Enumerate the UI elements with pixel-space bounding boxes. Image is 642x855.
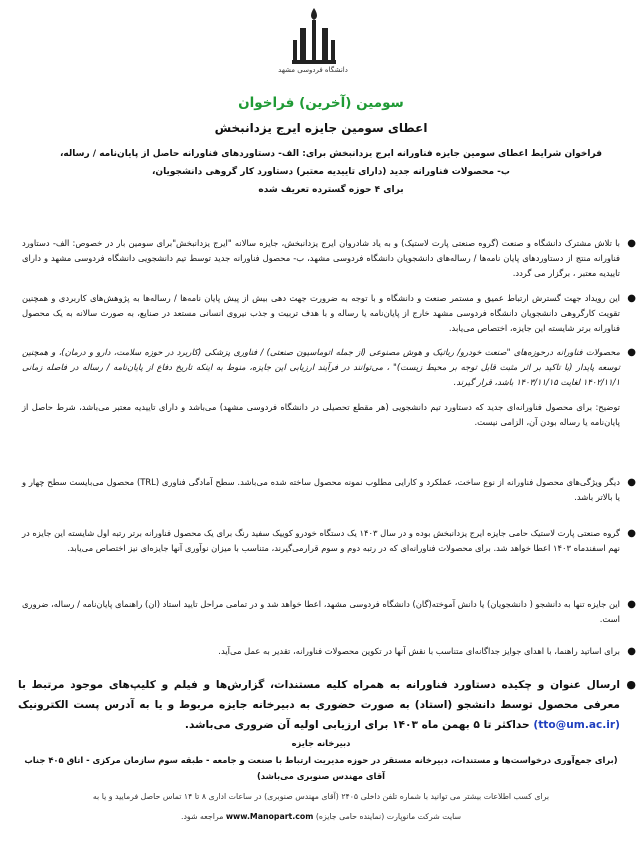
paragraph-bullet-7: ● برای اساتید راهنما، با اهدای جوایز جداگانه‌ای متناسب با نقش آنها در تکوین محصولات فناورانه، تقدیر به عمل می‌آید. xyxy=(22,644,638,659)
logo-caption: دانشگاه فردوسی مشهد xyxy=(278,66,348,74)
page-subtitle: اعطای سومین جایزه ایرج یزدانبخش xyxy=(214,121,428,135)
intro-line-3: برای ۴ حوزه گسترده تعریف شده xyxy=(258,185,404,195)
paragraph-bullet-3: ● محصولات فناورانه درحوزه‌های "صنعت خودرو/ رباتیک و هوش مصنوعی (از جمله اتوماسیون صنعتی) / فناوری پزشکی (کاربرد در حوزه سلامت، دارو و درمان)، و همچنین توسعه پایدار (با تاکید بر اثر مثبت قابل توجه بر محیط زیست)" ، می‌توانند در فرآیند ارزیابی این جایزه، منوط به اینکه تاریخ دفاع از پایان‌نامه / رساله در فاصله زمانی ۱۴۰۲/۱۱/۱ لغایت ۱۴۰۳/۱۱/۱۵ باشد، قرار گیرند. xyxy=(22,345,638,390)
paragraph-note: توضیح: برای محصول فناورانه‌ای جدید که دستاورد تیم دانشجویی (هر مقطع تحصیلی در دانشگاه فردوسی مشهد) می‌باشد و دارای تاییدیه معتبر می‌باشد، شرط حاصل از پایان‌نامه یا رساله بودن آن، الزامی نیست. xyxy=(22,402,620,427)
page-title: سومین (آخرین) فراخوان xyxy=(238,95,404,111)
paragraph-bullet-6: ● این جایزه تنها به دانشجو ( دانشجویان) یا دانش آموخته(گان) دانشگاه فردوسی مشهد، اعطا خواهد شد و در تمامی مراحل تایید استاد (ان) راهنمای پایان‌نامه / رساله، ضروری است. xyxy=(22,597,638,627)
paragraph-bullet-2: ● این رویداد جهت گسترش ارتباط عمیق و مستمر صنعت و دانشگاه و با توجه به ضرورت جهت دهی بیش از پیش پایان نامه‌ها / رساله‌ها به پژوهش‌های کاربردی و همچنین تقویت کارگروهی دانشجویان دانشگاه فردوسی مشهد خارج از پایان‌نامه یا رساله و با هدف تربیت و جذب نیروی انسانی مستعد در صنایع، به صورت سالانه به یک محصول فناورانه برتر شایسته این جایزه، اختصاص می‌یابد. xyxy=(22,291,638,336)
paragraph-bullet-4: ● دیگر ویژگی‌های محصول فناورانه از نوع ساخت، عملکرد و کارایی مطلوب نمونه محصول ساخته شده می‌باشد. سطح آمادگی فناوری (TRL) محصول می‌بایست سطح چهار و یا بالاتر باشد. xyxy=(22,475,638,505)
footer-website-prefix: سایت شرکت مانوپارت (نماینده حامی جایزه) xyxy=(315,812,462,821)
website-link[interactable]: www.Manopart.com xyxy=(225,812,314,821)
footer-website-suffix: مراجعه شود. xyxy=(180,812,224,821)
footer-contact-line: برای کسب اطلاعات بیشتر می توانید با شماره تلفن داخلی ۲۴۰۵ (آقای مهندس صنوبری) در ساعات اداری ۸ تا ۱۴ تماس حاصل فرمایید و یا به xyxy=(92,792,550,801)
secretariat-title: دبیرخانه جایزه xyxy=(291,738,351,748)
paragraph-bullet-5: ● گروه صنعتی پارت لاستیک حامی جایزه ایرج یزدانبخش بوده و در سال ۱۴۰۳ یک دستگاه خودرو کوییک سفید رنگ برای یک محصول فناورانه برتر رتبه اول شایسته این جایزه در نهم اسفندماه ۱۴۰۳ اعطا خواهد شد. برای محصولات فناورانه‌ای که در رتبه دوم و سوم قرارمی‌گیرند، متناسب با میزان نوآوری آنها جایزه‌ای نیز اختصاص می‌یابد. xyxy=(22,526,638,556)
intro-line-2: ب- محصولات فناورانه جدید (دارای تاییدیه معتبر) دستاورد کار گروهی دانشجویان، xyxy=(152,167,510,177)
footer-website-line xyxy=(22,810,620,824)
submission-paragraph xyxy=(18,675,638,735)
submission-text: ارسال عنوان و چکیده دستاورد فناورانه به همراه کلیه مستندات، گزارش‌ها و فیلم و کلیپ‌های موجود مرتبط با معرفی محصول توسط دانشجو (استاد) به صورت حضوری به دبیرخانه جایزه مربوط و یا به آدرس پست الکترونیک xyxy=(18,679,620,711)
secretariat-address: (برای جمع‌آوری درخواست‌ها و مستندات، دبیرخانه مستقر در حوزه مدیریت ارتباط با صنعت و جامعه - طبقه سوم سازمان مرکزی - اتاق ۴۰۵ جناب آقای مهندس صنوبری می‌باشد) xyxy=(24,755,618,781)
paragraph-bullet-1: ● با تلاش مشترک دانشگاه و صنعت (گروه صنعتی پارت لاستیک) و به یاد شادروان ایرج یزدانبخش، جایزه سالانه "ایرج یزدانبخش"برای سومین بار در خصوص: الف- دستاورد فناورانه منتج از دستاوردهای پایان نامه‌ها / رساله‌های دانشجویان دانشگاه فردوسی مشهد، ب- محصول فناورانه جدید توسط تیم دانشجویی دانشگاه فردوسی مشهد و دارای تاییدیه معتبر ، برگزار می گردد. xyxy=(22,236,638,281)
intro-line-1: فراخوان شرایط اعطای سومین جایزه فناورانه ایرج یزدانبخش برای: الف- دستاوردهای فناورانه حاصل از پایان‌نامه / رساله، xyxy=(60,149,602,159)
submission-email-link[interactable]: (tto@um.ac.ir) xyxy=(533,719,620,731)
submission-deadline: حداکثر تا ۵ بهمن ماه ۱۴۰۳ برای ارزیابی اولیه آن ضروری می‌باشد. xyxy=(184,719,530,731)
